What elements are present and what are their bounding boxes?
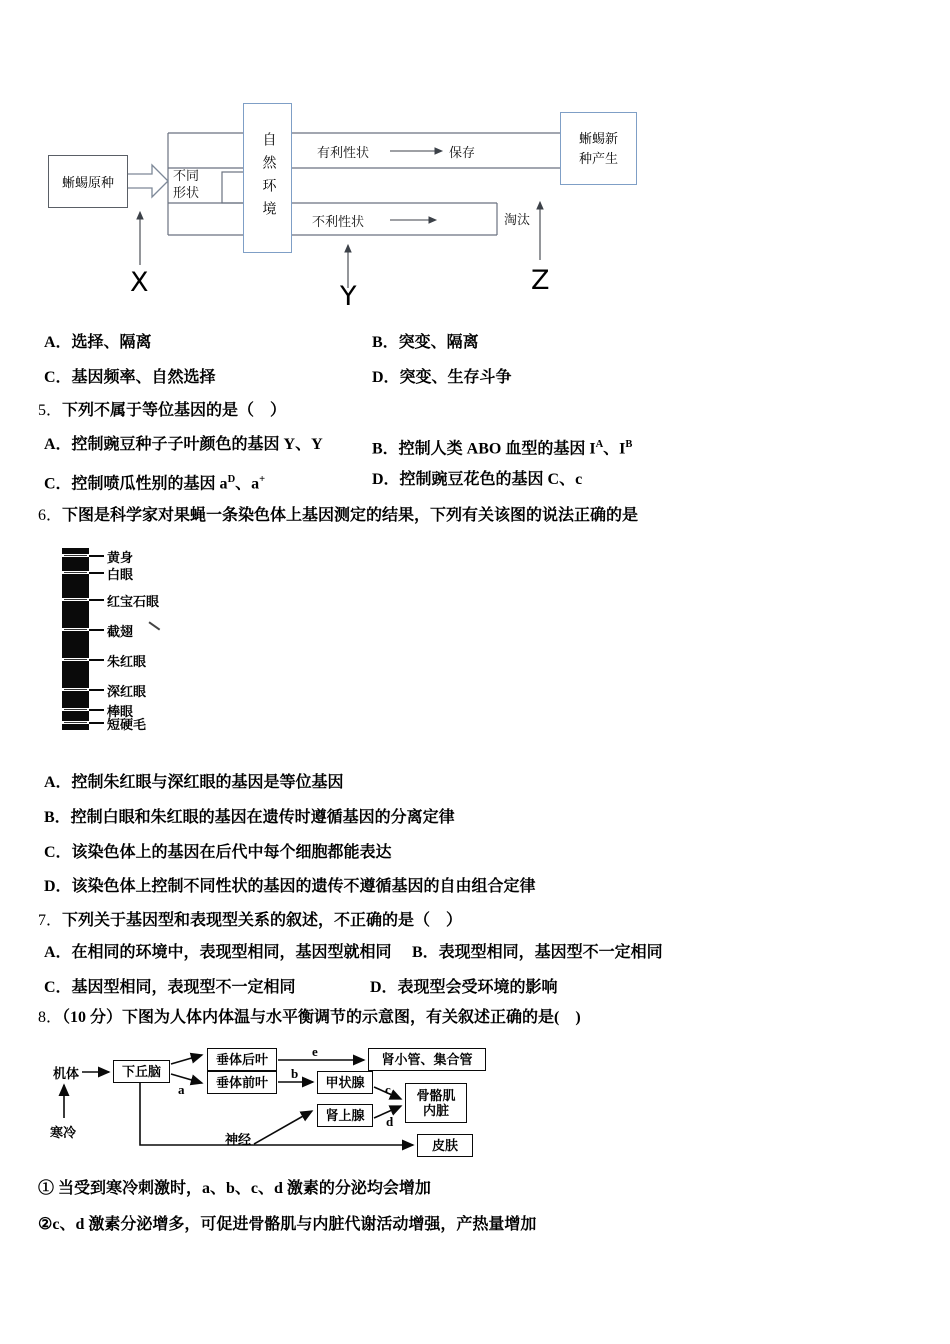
q7-option-d: D．表现型会受环境的影响 bbox=[370, 979, 558, 996]
gene-label-white-eye: 白眼 bbox=[107, 567, 134, 582]
q7-option-c: C．基因型相同，表现型不一定相同 bbox=[44, 979, 296, 996]
gene-label-garnet-eye: 深红眼 bbox=[107, 684, 147, 699]
q6-option-d: D．该染色体上控制不同性状的基因的遗传不遵循基因的自由组合定律 bbox=[44, 878, 536, 895]
gene-tick bbox=[89, 722, 104, 724]
hormone-c-label: c bbox=[385, 1082, 391, 1097]
q8-note-2: ②c、d 激素分泌增多，可促进骨骼肌与内脏代谢活动增强，产热量增加 bbox=[38, 1216, 537, 1233]
unfavorable-trait-label: 不利性状 bbox=[312, 214, 365, 229]
gene-label-short-bristle: 短硬毛 bbox=[107, 717, 147, 732]
chromosome-band bbox=[62, 721, 89, 724]
q8-number: 8． bbox=[38, 1009, 63, 1026]
chromosome-band bbox=[62, 571, 89, 574]
gene-label-ruby-eye: 红宝石眼 bbox=[107, 594, 160, 609]
chromosome-band bbox=[62, 554, 89, 557]
environment-label: 自然环境 bbox=[260, 132, 276, 224]
q5-option-a: A．控制豌豆种子子叶颜色的基因 Y、Y bbox=[44, 436, 323, 453]
chromosome-band bbox=[62, 658, 89, 661]
q5-option-b: B．控制人类 ABO 血型的基因 $I^A$、$I^B$ bbox=[372, 439, 633, 458]
q5-stem: 5．下列不属于等位基因的是（ ） bbox=[38, 402, 287, 419]
q4-option-b: B．突变、隔离 bbox=[372, 334, 479, 351]
skin-box: 皮肤 bbox=[417, 1134, 473, 1157]
regulation-diagram bbox=[40, 1042, 510, 1164]
q7-option-b: B．表现型相同，基因型不一定相同 bbox=[412, 944, 663, 961]
gene-label-vermilion-eye: 朱红眼 bbox=[107, 654, 147, 669]
gene-tick bbox=[89, 659, 104, 661]
hormone-e-label: e bbox=[312, 1044, 318, 1059]
chromosome-figure bbox=[55, 545, 195, 740]
y-label: Y bbox=[340, 281, 357, 312]
q6-option-c: C．该染色体上的基因在后代中每个细胞都能表达 bbox=[44, 844, 392, 861]
anterior-pituitary-box: 垂体前叶 bbox=[207, 1071, 277, 1094]
q5-option-d: D．控制豌豆花色的基因 C、c bbox=[372, 471, 583, 488]
q5-number: 5． bbox=[38, 402, 63, 419]
gene-tick bbox=[89, 629, 104, 631]
stray-mark bbox=[149, 621, 161, 630]
gene-tick bbox=[89, 555, 104, 557]
q7-number: 7． bbox=[38, 912, 63, 929]
hypothalamus-box: 下丘脑 bbox=[113, 1060, 170, 1083]
q7-stem: 7．下列关于基因型和表现型关系的叙述，不正确的是（ ） bbox=[38, 912, 463, 929]
hormone-b-label: b bbox=[291, 1066, 299, 1081]
q7-option-a: A．在相同的环境中，表现型相同，基因型就相同 bbox=[44, 944, 392, 961]
new-species-label: 蜥蜴新种产生 bbox=[578, 130, 618, 166]
gene-tick bbox=[89, 572, 104, 574]
chromosome-band bbox=[62, 688, 89, 691]
gene-label-yellow-body: 黄身 bbox=[107, 550, 134, 565]
q8-note-1: ① 当受到寒冷刺激时，a、b、c、d 激素的分泌均会增加 bbox=[38, 1180, 431, 1197]
q4-option-c: C．基因频率、自然选择 bbox=[44, 369, 216, 386]
q6-option-b: B．控制白眼和朱红眼的基因在遗传时遵循基因的分离定律 bbox=[44, 809, 455, 826]
thyroid-box: 甲状腺 bbox=[317, 1071, 373, 1094]
source-species-label: 蜥蜴原种 bbox=[61, 175, 114, 190]
q4-option-a: A．选择、隔离 bbox=[44, 334, 152, 351]
q5-option-c: C．控制喷瓜性别的基因 $a^D$、a+ bbox=[44, 474, 266, 493]
q6-stem: 6．下图是科学家对果蝇一条染色体上基因测定的结果，下列有关该图的说法正确的是 bbox=[38, 507, 639, 524]
variation-label: 不同形状 bbox=[173, 168, 200, 200]
z-label: Z bbox=[531, 265, 550, 296]
gene-tick bbox=[89, 599, 104, 601]
hormone-d-label: d bbox=[386, 1114, 394, 1129]
cold-label: 寒冷 bbox=[50, 1125, 77, 1140]
gene-tick bbox=[89, 689, 104, 691]
q6-option-a: A．控制朱红眼与深红眼的基因是等位基因 bbox=[44, 774, 344, 791]
q4-option-d: D．突变、生存斗争 bbox=[372, 369, 512, 386]
gene-label-bar-eye: 棒眼 bbox=[107, 704, 134, 719]
x-label: X bbox=[130, 267, 149, 298]
q6-number: 6． bbox=[38, 507, 63, 524]
adrenal-box: 肾上腺 bbox=[317, 1104, 373, 1127]
eliminate-label: 淘汰 bbox=[504, 212, 531, 227]
preserve-label: 保存 bbox=[449, 145, 476, 160]
renal-tubule-box: 肾小管、集合管 bbox=[368, 1048, 486, 1071]
posterior-pituitary-box: 垂体后叶 bbox=[207, 1048, 277, 1071]
chromosome-bar bbox=[62, 548, 89, 730]
hormone-a-label: a bbox=[178, 1082, 185, 1097]
q8-stem: 8．（10 分）下图为人体内体温与水平衡调节的示意图，有关叙述正确的是( ) bbox=[38, 1009, 581, 1026]
source-species-box bbox=[48, 155, 128, 208]
environment-box bbox=[243, 103, 292, 253]
chromosome-band bbox=[62, 708, 89, 711]
chromosome-band bbox=[62, 598, 89, 601]
new-species-box bbox=[560, 112, 637, 185]
favorable-trait-label: 有利性状 bbox=[317, 145, 370, 160]
evolution-diagram bbox=[40, 95, 680, 320]
chromosome-band bbox=[62, 628, 89, 631]
hollow-arrow bbox=[128, 165, 168, 197]
body-label: 机体 bbox=[53, 1066, 80, 1081]
gene-tick bbox=[89, 709, 104, 711]
nerve-label: 神经 bbox=[225, 1132, 252, 1147]
gene-label-cut-wing: 截翅 bbox=[107, 624, 134, 639]
muscle-viscera-box: 骨骼肌 内脏 bbox=[405, 1083, 467, 1123]
